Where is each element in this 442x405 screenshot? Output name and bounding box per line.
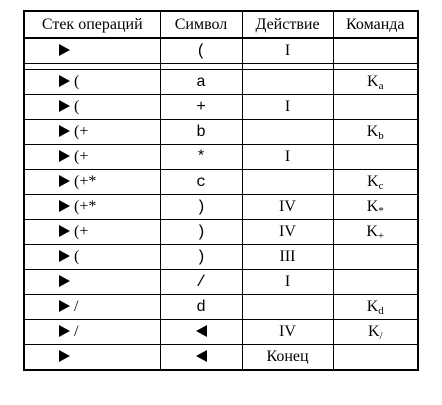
command-subscript: a: [378, 79, 384, 92]
right-triangle-icon: [59, 150, 70, 162]
command-cell: [333, 38, 418, 64]
command-subscript: d: [378, 304, 384, 317]
action-cell: I: [242, 38, 333, 64]
table-row: [24, 170, 418, 195]
action-cell: I: [242, 145, 333, 170]
stack-cell: [24, 70, 160, 95]
table-row: [24, 120, 418, 145]
table-row: [24, 145, 418, 170]
command-cell: [333, 170, 418, 195]
stack-cell: [24, 220, 160, 245]
stack-cell: [24, 245, 160, 270]
command-cell: [333, 70, 418, 95]
stack-cell: [24, 170, 160, 195]
command-cell: [333, 95, 418, 120]
table-row: [24, 70, 418, 95]
header-action: Действие: [242, 11, 333, 38]
table-row: [24, 220, 418, 245]
header-command: Команда: [333, 11, 418, 38]
header-symbol: Символ: [160, 11, 242, 38]
symbol-text: b: [196, 123, 206, 141]
command-subscript: *: [378, 204, 384, 217]
stack-text: /: [70, 298, 79, 315]
stack-text: (: [70, 248, 80, 265]
command-text: K: [367, 72, 379, 90]
symbol-cell: [160, 70, 242, 95]
symbol-text: /: [196, 273, 206, 291]
stack-cell: [24, 195, 160, 220]
stack-text: (+*: [70, 198, 97, 215]
action-cell: IV: [242, 220, 333, 245]
right-triangle-icon: [59, 100, 70, 112]
symbol-cell: [160, 320, 242, 345]
action-cell: IV: [242, 195, 333, 220]
table-row: [24, 95, 418, 120]
symbol-text: *: [196, 148, 206, 166]
command-cell: [333, 145, 418, 170]
stack-cell: [24, 38, 160, 64]
right-triangle-icon: [59, 250, 70, 262]
stack-cell: [24, 145, 160, 170]
symbol-cell: [160, 220, 242, 245]
operations-table: [23, 10, 419, 371]
right-triangle-icon: [59, 275, 70, 287]
action-cell: Конец: [242, 345, 333, 371]
right-triangle-icon: [59, 75, 70, 87]
symbol-text: c: [196, 173, 206, 191]
header-stack: Стек операций: [24, 11, 160, 38]
stack-text: (+*: [70, 173, 97, 190]
command-subscript: +: [377, 229, 385, 242]
left-triangle-icon: [196, 350, 207, 362]
symbol-cell: [160, 245, 242, 270]
symbol-text: ): [196, 248, 206, 266]
table-row: [24, 320, 418, 345]
action-cell: [242, 70, 333, 95]
symbol-cell: [160, 195, 242, 220]
stack-cell: [24, 95, 160, 120]
command-text: K: [366, 222, 378, 240]
action-cell: III: [242, 245, 333, 270]
operations-table-wrapper: [23, 10, 417, 371]
command-text: K: [366, 122, 379, 140]
symbol-text: ): [196, 223, 206, 241]
stack-text: (+: [70, 223, 89, 240]
symbol-text: d: [196, 298, 206, 316]
stack-text: (: [70, 98, 80, 115]
symbol-cell: [160, 145, 242, 170]
action-cell: [242, 120, 333, 145]
command-cell: [333, 245, 418, 270]
command-subscript: b: [378, 129, 384, 142]
symbol-cell: [160, 295, 242, 320]
command-text: K: [366, 197, 379, 215]
action-cell: [242, 170, 333, 195]
symbol-cell: [160, 270, 242, 295]
left-triangle-icon: [196, 325, 207, 337]
command-subscript: /: [379, 329, 383, 342]
table-row: [24, 245, 418, 270]
right-triangle-icon: [59, 300, 70, 312]
command-cell: [333, 295, 418, 320]
symbol-text: ): [196, 198, 206, 216]
stack-cell: [24, 345, 160, 371]
symbol-text: a: [196, 73, 206, 91]
right-triangle-icon: [59, 44, 70, 56]
symbol-cell: [160, 345, 242, 371]
stack-cell: [24, 270, 160, 295]
symbol-text: +: [196, 98, 206, 116]
stack-text: /: [70, 323, 79, 340]
right-triangle-icon: [59, 125, 70, 137]
stack-text: (: [70, 73, 80, 90]
stack-text: (+: [70, 123, 89, 140]
stack-text: (+: [70, 148, 89, 165]
command-text: K: [367, 172, 379, 190]
table-row: [24, 295, 418, 320]
symbol-cell: [160, 120, 242, 145]
table-row: [24, 270, 418, 295]
action-cell: IV: [242, 320, 333, 345]
action-cell: I: [242, 270, 333, 295]
command-cell: [333, 220, 418, 245]
action-cell: [242, 295, 333, 320]
symbol-cell: [160, 170, 242, 195]
table-row: [24, 345, 418, 371]
right-triangle-icon: [59, 225, 70, 237]
stack-cell: [24, 120, 160, 145]
header-row: [24, 11, 418, 38]
right-triangle-icon: [59, 325, 70, 337]
command-cell: [333, 270, 418, 295]
command-cell: [333, 345, 418, 371]
command-text: K: [366, 297, 379, 315]
symbol-cell: [160, 38, 242, 64]
command-cell: [333, 120, 418, 145]
table-row: [24, 38, 418, 64]
symbol-cell: [160, 95, 242, 120]
right-triangle-icon: [59, 175, 70, 187]
command-text: K: [367, 322, 380, 340]
action-cell: I: [242, 95, 333, 120]
command-subscript: c: [378, 179, 384, 192]
stack-cell: [24, 295, 160, 320]
stack-cell: [24, 320, 160, 345]
right-triangle-icon: [59, 350, 70, 362]
command-cell: [333, 195, 418, 220]
right-triangle-icon: [59, 200, 70, 212]
symbol-text: (: [196, 42, 206, 60]
command-cell: [333, 320, 418, 345]
table-row: [24, 195, 418, 220]
